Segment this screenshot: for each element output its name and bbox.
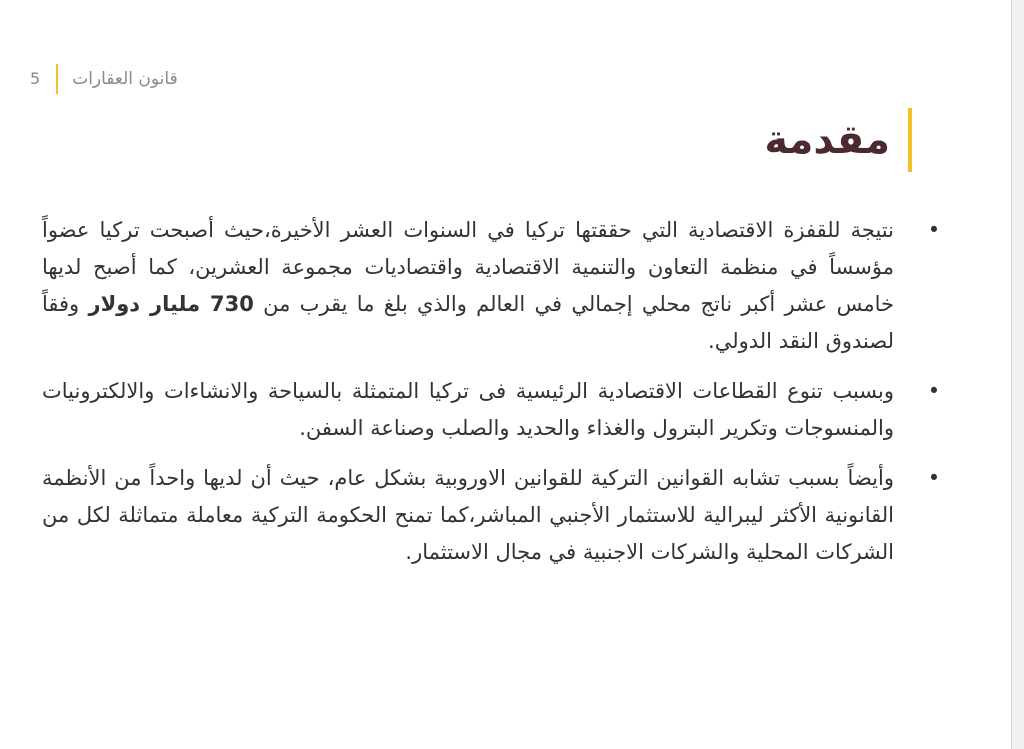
section-heading: مقدمة [764,117,890,163]
page-number: 5 [30,64,58,94]
bullet-list [42,212,941,571]
bullet-icon: • [927,218,941,242]
document-title: قانون العقارات [72,69,178,89]
running-header [30,62,178,96]
bullet-icon: • [927,466,941,490]
paragraph-text: وأيضاً بسبب تشابه القوانين التركية للقوانين الاوروبية بشكل عام، حيث أن لديها واحداً من الأنظمة القانونية الأكثر ليبرالية للاستثمار الأجنبي المباشر،كما تمنح الحكومة التركية معاملة متماثلة لكل من الشركات المحلية والشركات الاجنبية في مجال الاستثمار. [42,466,894,564]
bullet-icon: • [927,379,941,403]
gdp-figure: 730 مليار دولار [88,292,254,316]
section-heading-block [764,108,912,172]
paragraph-text: وبسبب تنوع القطاعات الاقتصادية الرئيسية فى تركيا المتمثلة بالسياحة والانشاءات والالكترونيات والمنسوجات وتكرير البترول والغذاء والحديد والصلب وصناعة السفن. [42,379,894,440]
list-item [42,460,941,571]
body-content [42,212,941,584]
viewer-edge [1011,0,1024,749]
list-item [42,373,941,447]
list-item [42,212,941,360]
paragraph-text: نتيجة للقفزة الاقتصادية التي حققتها تركيا في السنوات العشر الأخيرة،حيث أصبحت تركيا عضواً مؤسساً في منظمة التعاون والتنمية الاقتصادية واقتصاديات مجموعة العشرين، كما أصبح لديها خامس عشر أكبر ناتج محلي إجمالي في العالم والذي بلغ ما يقرب من [42,218,894,316]
paragraph-text: وفقاً لصندوق النقد الدولي. [42,292,894,353]
